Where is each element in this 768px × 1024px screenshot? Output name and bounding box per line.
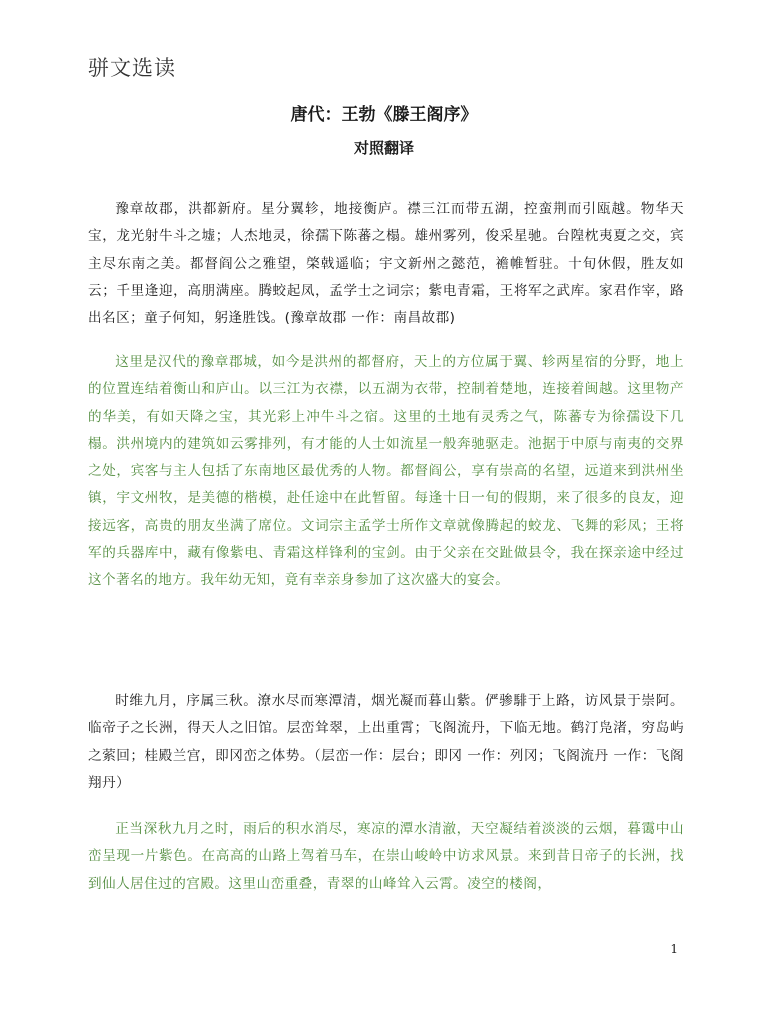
header-title: 骈文选读 [88,56,176,80]
document-subtitle: 对照翻译 [353,139,414,157]
translation-paragraph-2: 正当深秋九月之时，雨后的积水消尽，寒凉的潭水清澈，天空凝结着淡淡的云烟，暮霭中山峦呈现一片紫色。在高高的山路上驾着马车，在崇山峻岭中访求风景。来到昔日帝子的长洲，找到仙人居住过的宫殿。这里山峦重叠，青翠的山峰耸入云霄。凌空的楼阁， [88,821,684,892]
original-text-paragraph-1: 豫章故郡，洪都新府。星分翼轸，地接衡庐。襟三江而带五湖，控蛮荆而引瓯越。物华天宝，龙光射牛斗之墟；人杰地灵，徐孺下陈蕃之榻。雄州雾列，俊采星驰。台隍枕夷夏之交，宾主尽东南之美。都督阎公之雅望，棨戟遥临；宇文新州之懿范，襜帷暂驻。十旬休假，胜友如云；千里逢迎，高朋满座。腾蛟起凤，孟学士之词宗；紫电青霜，王将军之武库。家君作宰，路出名区；童子何知，躬逢胜饯。(豫章故郡 一作：南昌故郡) [88,201,684,327]
original-text-paragraph-2: 时维九月，序属三秋。潦水尽而寒潭清，烟光凝而暮山紫。俨骖騑于上路，访风景于崇阿。临帝子之长洲，得天人之旧馆。层峦耸翠，上出重霄；飞阁流丹，下临无地。鹤汀凫渚，穷岛屿之萦回；桂殿兰宫，即冈峦之体势。（层峦一作：层台；即冈 一作：列冈；飞阁流丹 一作：飞阁翔丹） [88,693,684,791]
document-title: 唐代：王勃《滕王阁序》 [290,105,478,125]
page-number: 1 [670,942,678,956]
translation-paragraph-1: 这里是汉代的豫章郡城，如今是洪州的都督府，天上的方位属于翼、轸两星宿的分野，地上的位置连结着衡山和庐山。以三江为衣襟，以五湖为衣带，控制着楚地，连接着闽越。这里物产的华美，有如天降之宝，其光彩上冲牛斗之宿。这里的土地有灵秀之气，陈蕃专为徐孺设下几榻。洪州境内的建筑如云雾排列，有才能的人士如流星一般奔驰驱走。池据于中原与南夷的交界之处，宾客与主人包括了东南地区最优秀的人物。都督阎公，享有崇高的名望，远道来到洪州坐镇，宇文州牧，是美德的楷模，赴任途中在此暂留。每逢十日一旬的假期，来了很多的良友，迎接远客，高贵的朋友坐满了席位。文词宗主孟学士所作文章就像腾起的蛟龙、飞舞的彩凤；王将军的兵器库中，藏有像紫电、青霜这样锋利的宝剑。由于父亲在交趾做县令，我在探亲途中经过这个著名的地方。我年幼无知，竟有幸亲身参加了这次盛大的宴会。 [88,354,684,589]
